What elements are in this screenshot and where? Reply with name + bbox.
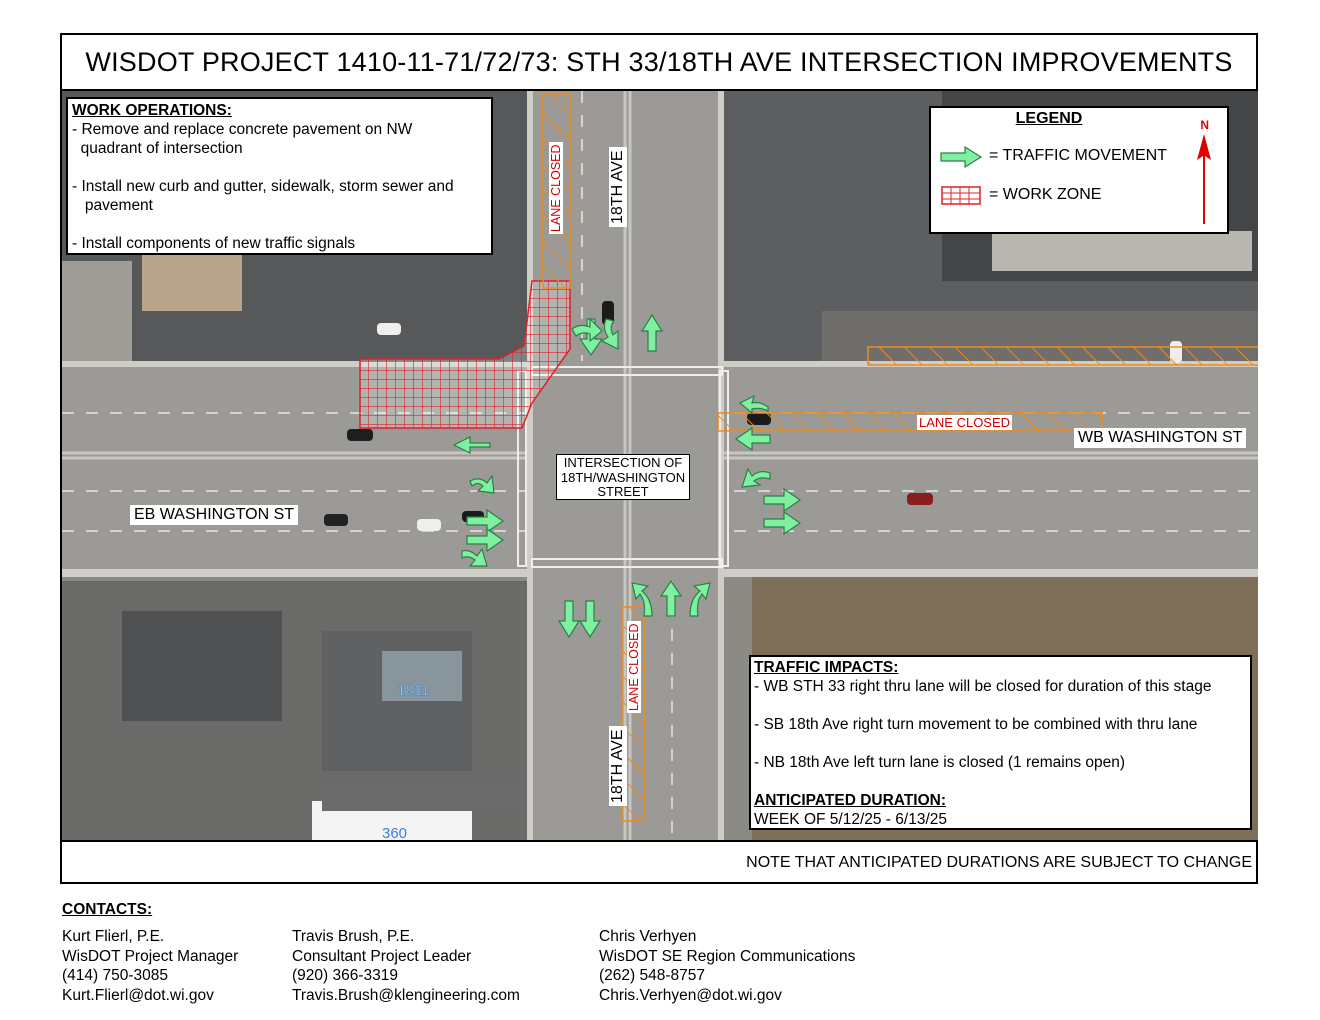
contact-card [599, 927, 855, 1005]
lane-closed-east-zone [718, 413, 1102, 431]
contact-role: Consultant Project Leader [292, 947, 472, 965]
traffic-impacts-item: - WB STH 33 right thru lane will be closed for duration of this stage [754, 678, 1212, 695]
contacts-heading [62, 900, 152, 920]
street-label-18th-ave-north: 18TH AVE [609, 147, 627, 227]
lane-closed-label-south: LANE CLOSED [627, 623, 641, 711]
contact-name: Kurt Flierl, P.E. [62, 928, 165, 945]
intersection-label [556, 454, 690, 500]
work-operations-item: - Remove and replace concrete pavement on NW [72, 121, 413, 138]
contact-card [62, 927, 238, 1005]
contact-email[interactable]: Kurt.Flierl@dot.wi.gov [62, 986, 214, 1004]
legend-heading: LEGEND [1015, 110, 1083, 127]
contact-phone: (414) 750-3085 [62, 967, 168, 984]
work-operations-item: - Install new curb and gutter, sidewalk, storm sewer and [72, 178, 454, 195]
duration-value: WEEK OF 5/12/25 - 6/13/25 [754, 811, 947, 828]
footer-note: NOTE THAT ANTICIPATED DURATIONS ARE SUBJECT TO CHANGE [746, 854, 1252, 871]
map-title: WISDOT PROJECT 1410-11-71/72/73: STH 33/18TH AVE INTERSECTION IMPROVEMENTS [62, 35, 1256, 91]
work-operations-box [66, 97, 493, 255]
contact-card [292, 927, 520, 1005]
contacts-heading-text: CONTACTS: [62, 901, 153, 918]
traffic-impacts-heading: TRAFFIC IMPACTS: [754, 659, 899, 676]
contact-name: Travis Brush, P.E. [292, 928, 415, 945]
contact-role: WisDOT Project Manager [62, 947, 239, 965]
traffic-movement-icon [939, 146, 983, 168]
legend-traffic-movement: = TRAFFIC MOVEMENT [989, 147, 1167, 164]
street-label-eb-washington: EB WASHINGTON ST [130, 505, 298, 525]
traffic-impacts-box [749, 655, 1252, 830]
contact-phone: (920) 366-3319 [292, 967, 398, 984]
traffic-impacts-item: - SB 18th Ave right turn movement to be combined with thru lane [754, 716, 1198, 733]
building-1811-label: 1811 [397, 682, 430, 699]
contact-role: WisDOT SE Region Communications [599, 947, 856, 965]
contact-email[interactable]: Travis.Brush@klengineering.com [292, 986, 520, 1004]
intersection-label-line-3: STREET [597, 484, 649, 499]
legend-work-zone: = WORK ZONE [989, 186, 1102, 203]
contact-email[interactable]: Chris.Verhyen@dot.wi.gov [599, 986, 782, 1004]
work-operations-item: pavement [72, 197, 153, 214]
building-360-label: 360 [382, 825, 408, 840]
intersection-label-line-2: 18TH/WASHINGTON [560, 469, 686, 485]
work-operations-item: - Install components of new traffic signals [72, 235, 356, 252]
traffic-impacts-item: - NB 18th Ave left turn lane is closed (1 remains open) [754, 754, 1126, 771]
lane-closed-label-north: LANE CLOSED [549, 144, 563, 232]
footer-note-box [62, 840, 1256, 882]
contact-phone: (262) 548-8757 [599, 967, 705, 984]
legend-box [929, 106, 1229, 234]
intersection-label-line-1: INTERSECTION OF [563, 455, 683, 470]
lane-closed-label-east: LANE CLOSED [919, 415, 1011, 430]
work-operations-item: quadrant of intersection [72, 140, 243, 157]
street-label-18th-ave-south: 18TH AVE [609, 726, 627, 806]
lane-closed-ne-zone [868, 347, 1258, 365]
work-operations-heading: WORK OPERATIONS: [72, 102, 232, 119]
work-zone-icon [941, 186, 981, 206]
north-label: N [1200, 118, 1209, 132]
duration-heading: ANTICIPATED DURATION: [754, 792, 947, 809]
contact-name: Chris Verhyen [599, 928, 697, 945]
north-arrow-icon [1197, 134, 1211, 224]
street-label-wb-washington: WB WASHINGTON ST [1074, 428, 1246, 448]
